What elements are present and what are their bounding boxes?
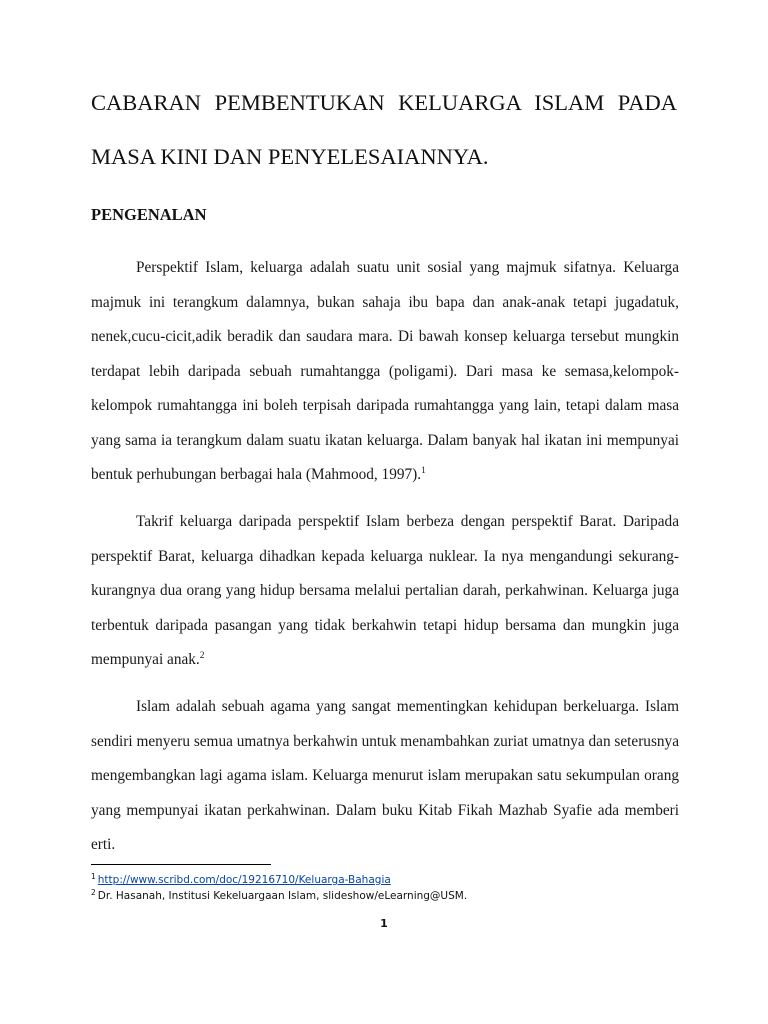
title-line-2: MASA KINI DAN PENYELESAIANNYA. [91,144,489,169]
paragraph-2-text: Takrif keluarga daripada perspektif Islam berbeza dengan perspektif Barat. Daripada perspektif Barat, keluarga dihadkan kepada keluarga nuklear. Ia nya mengandungi sekurang-kurangnya dua orang yang hidup bersama melalui pertalian darah, perkahwinan. Keluarga juga terbentuk daripada pasangan yang tidak berkahwin tetapi hidup bersama dan mungkin juga mempunyai anak. [91,513,679,668]
footnote-2-number: 2 [91,888,96,897]
paragraph-2 [91,505,679,678]
paragraph-3 [91,690,679,863]
footnote-1-link[interactable]: http://www.scribd.com/doc/19216710/Keluarga-Bahagia [97,874,391,886]
footnote-ref-1[interactable]: 1 [421,466,426,476]
paragraph-3-text: Islam adalah sebuah agama yang sangat mementingkan kehidupan berkeluarga. Islam sendiri menyeru semua umatnya berkahwin untuk menambahkan zuriat umatnya dan seterusnya mengembangkan lagi agama islam. Keluarga menurut islam merupakan satu sekumpulan orang yang mempunyai ikatan perkahwinan. Dalam buku Kitab Fikah Mazhab Syafie ada memberi erti. [91,698,679,853]
footnote-1 [91,872,467,888]
footnotes [91,872,467,904]
page-number: 1 [380,917,388,930]
section-heading: PENGENALAN [91,205,207,224]
footnote-ref-2[interactable]: 2 [199,651,205,661]
paragraph-1-text: Perspektif Islam, keluarga adalah suatu unit sosial yang majmuk sifatnya. Keluarga majmuk ini terangkum dalamnya, bukan sahaja ibu bapa dan anak-anak tetapi jugadatuk, nenek,cucu-cicit,adik beradik dan saudara mara. Di bawah konsep keluarga tersebut mungkin terdapat lebih daripada sebuah rumahtangga (poligami). Dari masa ke semasa,kelompok-kelompok rumahtangga ini boleh terpisah daripada rumahtangga yang lain, tetapi dalam masa yang sama ia terangkum dalam suatu ikatan keluarga. Dalam banyak hal ikatan ini mempunyai bentuk perhubungan berbagai hala (Mahmood, 1997). [91,259,679,483]
footnote-separator [91,864,271,865]
footnote-2 [91,888,467,904]
footnote-2-text: Dr. Hasanah, Institusi Kekeluargaan Islam, slideshow/eLearning@USM. [97,890,468,902]
paragraph-1 [91,251,679,493]
title-line-1: CABARAN PEMBENTUKAN KELUARGA ISLAM PADA [91,90,677,115]
footnote-1-number: 1 [91,872,96,881]
